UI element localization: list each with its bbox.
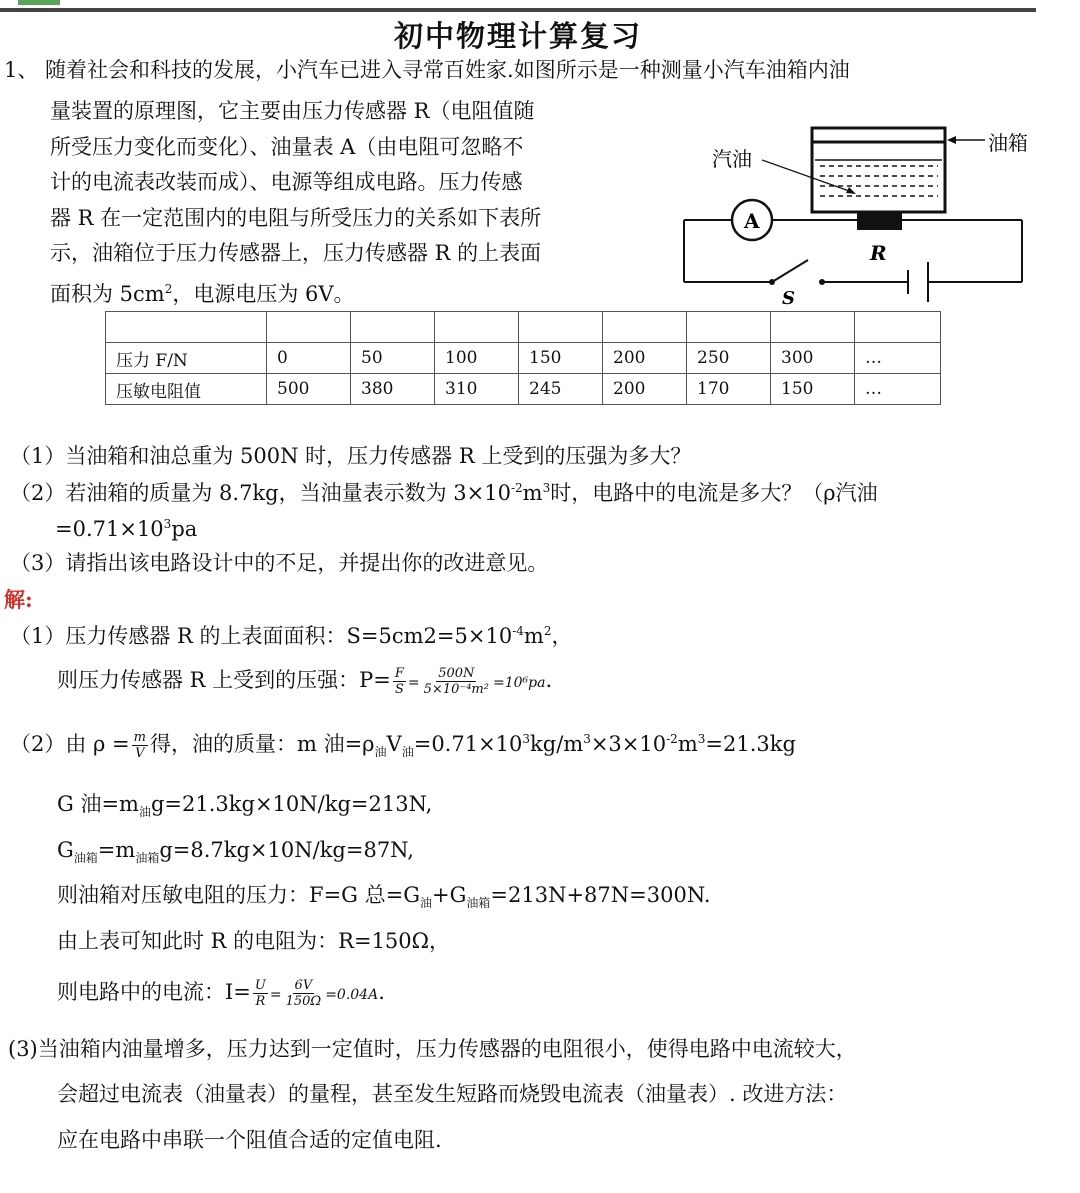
- question-2-cont: $=0.71\times 10^3pa$: [55, 517, 198, 541]
- circuit-diagram: [670, 116, 1050, 316]
- solution-2-oil-weight: G 油$=m_油g=21.3kg\times 10N/kg=213N$,: [57, 792, 433, 820]
- solution-2-current: 则电路中的电流：I= $\frac{U}{R}$ = $\frac{6V}{150\Omega}$ =0.04A.: [57, 978, 385, 1009]
- intro-line: 器 R 在一定范围内的电阻与所受压力的关系如下表所: [50, 205, 542, 230]
- solution-2-resistance: 由上表可知此时 R 的电阻为：R=150Ω，: [57, 929, 451, 953]
- pressure-resistance-table: [105, 311, 941, 405]
- table-row: 压敏电阻值 500 380 310 245 200 170 150 …: [106, 374, 941, 405]
- label-resistor: R: [870, 241, 887, 265]
- header-accent: [18, 0, 60, 5]
- solution-3-line-3: 应在电路中串联一个阻值合适的定值电阻.: [57, 1128, 442, 1152]
- solution-1-pressure: 则压力传感器 R 上受到的压强：P= $\frac{F}{S}$ = $\frac{500N}{\text{5×10⁻⁴m²}}$ =10⁶pa.: [57, 666, 553, 697]
- intro-line: 计的电流表改装而成）、电源等组成电路。压力传感: [50, 170, 523, 194]
- table-row: 压力 F/N 0 50 100 150 200 250 300 …: [106, 343, 941, 374]
- pressure-sensor-resistor: [857, 212, 902, 230]
- solution-2-force: 则油箱对压敏电阻的压力：F=G 总$=G_油+G_{油箱}=213N+87N=300N$.: [57, 883, 711, 911]
- label-tank: 油箱: [988, 131, 1028, 155]
- solution-2: （2）由 ρ = $\frac{m}{V}$ 得，油的质量：m 油$=\rho_油V_油=0.71\times 10^3kg/m^3\times 3\times 10^{-2}m^3=21.3kg$: [10, 730, 796, 761]
- solution-label: 解:: [4, 587, 33, 612]
- question-1: （1）当油箱和油总重为 500N 时，压力传感器 R 上受到的压强为多大？: [10, 444, 692, 468]
- intro-line: 示，油箱位于压力传感器上，压力传感器 R 的上表面: [50, 241, 542, 265]
- table-row: [106, 312, 941, 343]
- intro-line: 所受压力变化而变化）、油量表 A（由电阻可忽略不: [50, 134, 524, 159]
- page-title: 初中物理计算复习: [393, 19, 642, 53]
- problem-intro: [50, 94, 650, 312]
- label-gas: 汽油: [712, 147, 752, 171]
- intro-line: 量装置的原理图，它主要由压力传感器 R（电阻值随: [50, 99, 535, 123]
- label-switch: S: [782, 288, 795, 309]
- top-rule: [0, 8, 1036, 12]
- solution-1: （1）压力传感器 R 的上表面面积：$S=5cm2=5\times 10^{-4}m^2$，: [10, 624, 573, 648]
- problem-line-1: 1、 随着社会和科技的发展，小汽车已进入寻常百姓家.如图所示是一种测量小汽车油箱内油: [4, 58, 850, 82]
- question-2: （2）若油箱的质量为 8.7kg，当油量表示数为 $3\times 10^{-2}m^3$时，电路中的电流是多大？（ρ汽油: [10, 481, 878, 505]
- question-3: （3）请指出该电路设计中的不足，并提出你的改进意见。: [10, 551, 549, 575]
- solution-3-line-1: (3)当油箱内油量增多，压力达到一定值时，压力传感器的电阻很小，使得电路中电流较大，: [8, 1037, 857, 1061]
- solution-3-line-2: 会超过电流表（油量表）的量程，甚至发生短路而烧毁电流表（油量表）. 改进方法：: [57, 1082, 848, 1106]
- label-ammeter: A: [744, 209, 760, 233]
- solution-2-tank-weight: $G_{油箱}=m_{油箱}g=8.7kg\times 10N/kg=87N$,: [57, 838, 414, 866]
- gasoline-fill: [820, 166, 938, 196]
- intro-line: 面积为 $5cm^2$，电源电压为 6V。: [50, 281, 355, 306]
